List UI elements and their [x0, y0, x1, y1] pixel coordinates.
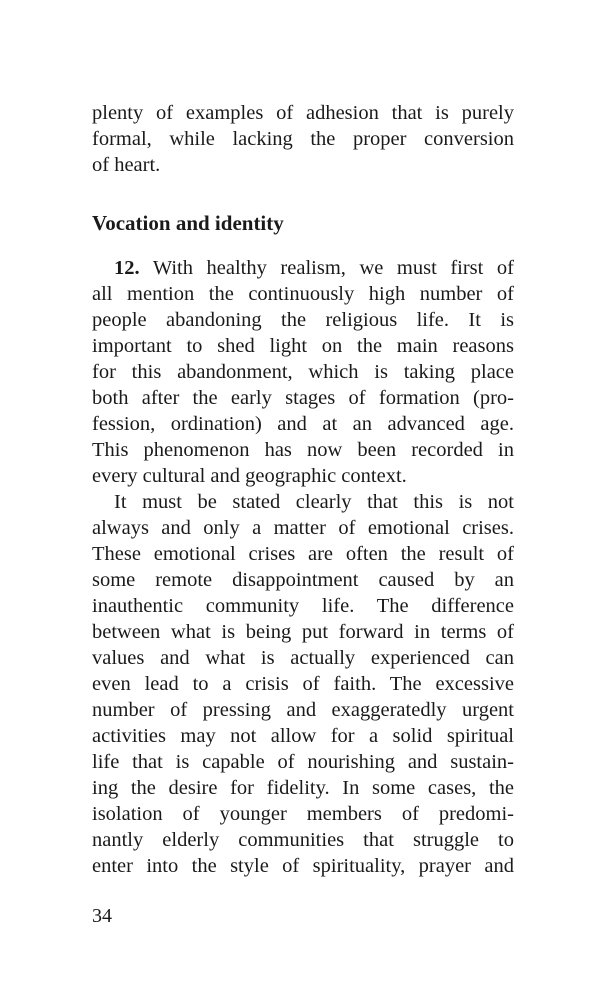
text-line: all mention the continuously high number of: [92, 283, 514, 305]
text-line: important to shed light on the main reasons: [92, 335, 514, 357]
text-line: ing the desire for fidelity. In some cases, the: [92, 777, 514, 799]
text-line-content: With healthy realism, we must first of: [152, 257, 514, 279]
paragraph-continuation: [92, 489, 514, 879]
paragraph-12: [92, 255, 514, 489]
text-line: It must be stated clearly that this is not: [114, 491, 514, 513]
text-line: isolation of younger members of predomi-: [92, 803, 514, 825]
text-line: number of pressing and exaggeratedly urgent: [92, 699, 514, 721]
intro-paragraph: [92, 100, 514, 178]
text-line: people abandoning the religious life. It is: [92, 309, 514, 331]
text-line: fession, ordination) and at an advanced age.: [92, 413, 514, 435]
text-line: values and what is actually experienced can: [92, 647, 514, 669]
text-line: even lead to a crisis of faith. The excessive: [92, 673, 514, 695]
text-line: some remote disappointment caused by an: [92, 569, 514, 591]
text-line: life that is capable of nourishing and sustain-: [92, 751, 514, 773]
text-line: always and only a matter of emotional crises.: [92, 517, 514, 539]
text-line: every cultural and geographic context.: [92, 465, 407, 487]
text-line: plenty of examples of adhesion that is purely: [92, 102, 514, 124]
paragraph-number: 12.: [114, 257, 140, 279]
section-heading: Vocation and identity: [92, 211, 284, 235]
page-number: 34: [92, 905, 112, 927]
text-line: [92, 255, 514, 281]
text-line: activities may not allow for a solid spiritual: [92, 725, 514, 747]
text-line: inauthentic community life. The difference: [92, 595, 514, 617]
text-line: both after the early stages of formation (pro-: [92, 387, 514, 409]
text-line: This phenomenon has now been recorded in: [92, 439, 514, 461]
text-line: formal, while lacking the proper conversion: [92, 128, 514, 150]
text-line: for this abandonment, which is taking place: [92, 361, 514, 383]
text-line: of heart.: [92, 154, 161, 176]
text-line: enter into the style of spirituality, prayer and: [92, 855, 514, 877]
text-line: These emotional crises are often the result of: [92, 543, 514, 565]
text-line: between what is being put forward in terms of: [92, 621, 514, 643]
text-line: nantly elderly communities that struggle to: [92, 829, 514, 851]
